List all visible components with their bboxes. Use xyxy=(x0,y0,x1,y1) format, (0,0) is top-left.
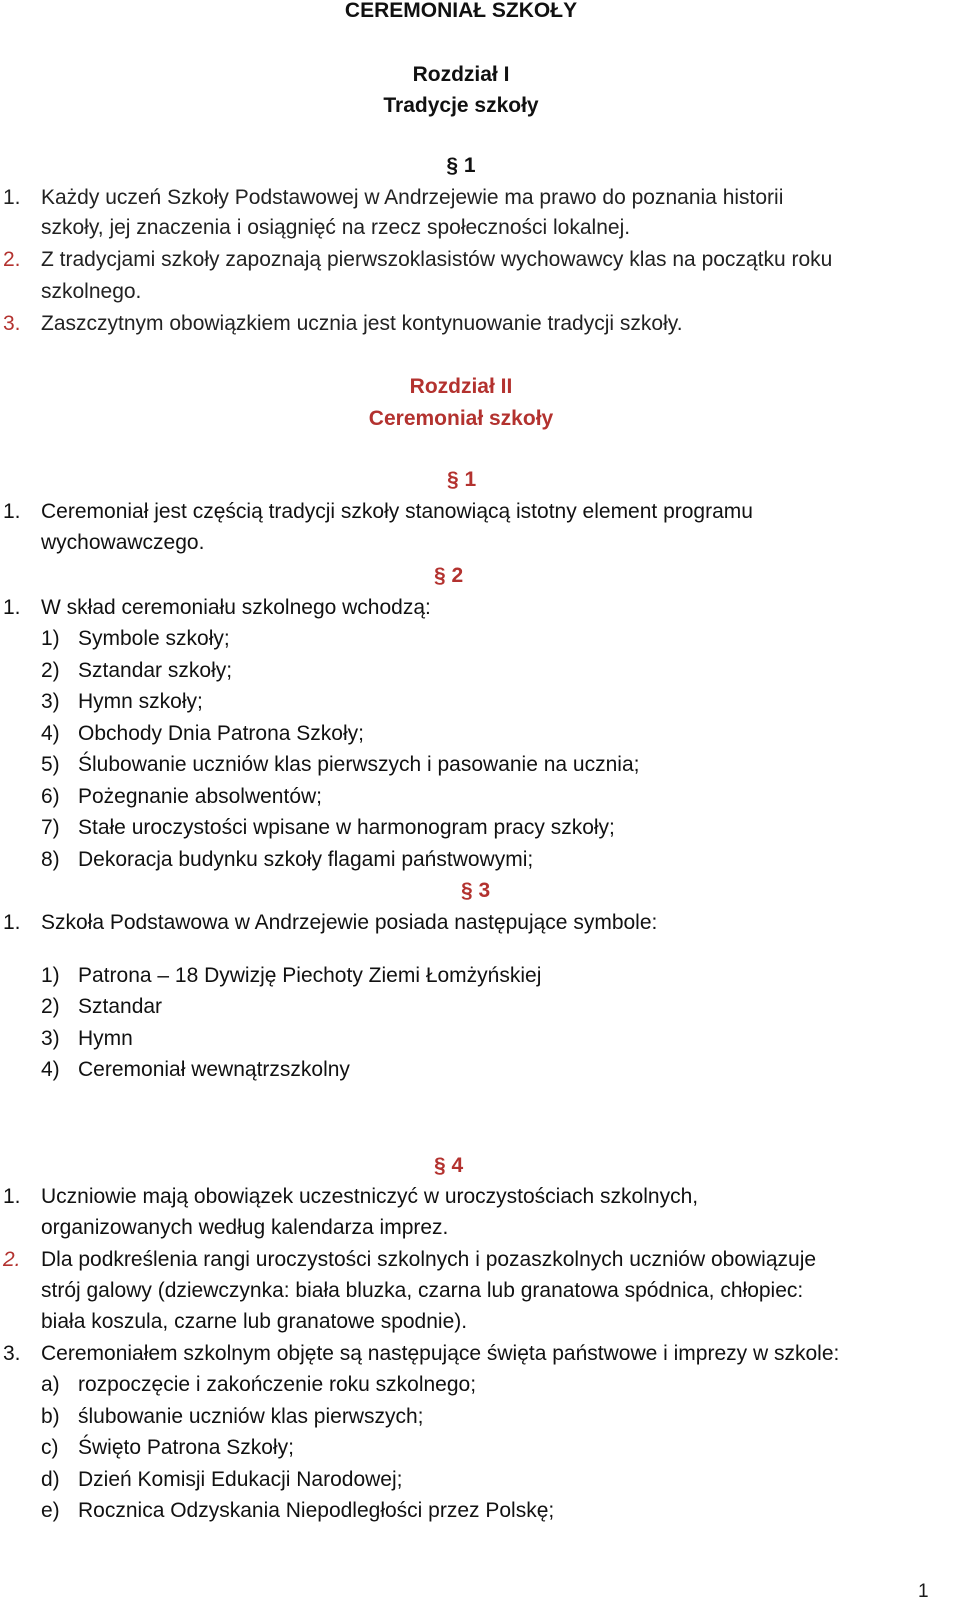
sub-item-text: Hymn szkoły; xyxy=(78,690,203,713)
list-item xyxy=(0,1183,940,1211)
list-item xyxy=(0,1246,940,1274)
item-text-line: Szkoła Podstawowa w Andrzejewie posiada następujące symbole: xyxy=(41,911,658,934)
sub-list-item xyxy=(0,625,940,653)
chapter-1-heading: Rozdział I xyxy=(412,63,510,86)
item-number: 2. xyxy=(3,1248,21,1271)
sub-item-number: a) xyxy=(41,1373,60,1396)
list-item-continuation xyxy=(0,1308,940,1336)
item-number: 3. xyxy=(3,1342,21,1365)
list-item-continuation xyxy=(0,214,940,242)
item-number: 2. xyxy=(3,248,21,271)
sub-list-item xyxy=(0,1497,940,1525)
item-text-line: Z tradycjami szkoły zapoznają pierwszoklasistów wychowawcy klas na początku roku xyxy=(41,248,833,271)
sub-item-number: 7) xyxy=(41,816,60,839)
sub-item-text: Stałe uroczystości wpisane w harmonogram pracy szkoły; xyxy=(78,816,615,839)
sub-item-number: 1) xyxy=(41,627,60,650)
list-item-continuation xyxy=(0,529,940,557)
sub-item-text: Ślubowanie uczniów klas pierwszych i pasowanie na ucznia; xyxy=(78,753,640,776)
sub-list-item xyxy=(0,688,940,716)
sub-item-text: Pożegnanie absolwentów; xyxy=(78,785,323,808)
sub-list-item xyxy=(0,993,940,1021)
item-text-line: organizowanych według kalendarza imprez. xyxy=(41,1216,449,1239)
sub-list-item xyxy=(0,846,940,874)
item-number: 1. xyxy=(3,186,21,209)
sub-list-item xyxy=(0,720,940,748)
sub-list-item xyxy=(0,1371,940,1399)
sub-item-text: Rocznica Odzyskania Niepodległości przez Polskę; xyxy=(78,1499,555,1522)
sub-item-number: 8) xyxy=(41,848,60,871)
sub-item-number: 4) xyxy=(41,1058,60,1081)
item-number: 1. xyxy=(3,500,21,523)
list-item xyxy=(0,1340,940,1368)
item-text-line: Zaszczytnym obowiązkiem ucznia jest kontynuowanie tradycji szkoły. xyxy=(41,312,683,335)
sub-list-item xyxy=(0,1466,940,1494)
item-text-line: Każdy uczeń Szkoły Podstawowej w Andrzejewie ma prawo do poznania historii xyxy=(41,186,784,209)
sub-list-item xyxy=(0,1403,940,1431)
list-item xyxy=(0,310,940,338)
sub-list-item xyxy=(0,814,940,842)
sub-item-number: 2) xyxy=(41,659,60,682)
sub-item-number: d) xyxy=(41,1468,60,1491)
document-title: CEREMONIAŁ SZKOŁY xyxy=(344,0,578,22)
sub-list-item xyxy=(0,1025,940,1053)
item-text-line: strój galowy (dziewczynka: biała bluzka, czarna lub granatowa spódnica, chłopiec: xyxy=(41,1279,804,1302)
item-number: 1. xyxy=(3,1185,21,1208)
sub-list-item xyxy=(0,657,940,685)
sub-item-text: Hymn xyxy=(78,1027,133,1050)
item-number: 1. xyxy=(3,911,21,934)
item-text-line: Uczniowie mają obowiązek uczestniczyć w uroczystościach szkolnych, xyxy=(41,1185,699,1208)
sub-item-text: Patrona – 18 Dywizję Piechoty Ziemi Łomżyńskiej xyxy=(78,964,542,987)
chapter-2-subheading: Ceremoniał szkoły xyxy=(368,407,554,430)
sub-item-text: Dzień Komisji Edukacji Narodowej; xyxy=(78,1468,403,1491)
sub-item-number: b) xyxy=(41,1405,60,1428)
sub-item-text: ślubowanie uczniów klas pierwszych; xyxy=(78,1405,424,1428)
list-item xyxy=(0,184,940,212)
sub-list-item xyxy=(0,1056,940,1084)
sub-item-text: rozpoczęcie i zakończenie roku szkolnego; xyxy=(78,1373,477,1396)
sub-item-text: Sztandar xyxy=(78,995,163,1018)
item-text-line: szkoły, jej znaczenia i osiągnięć na rzecz społeczności lokalnej. xyxy=(41,216,631,239)
sub-list-item xyxy=(0,1434,940,1462)
chapter-1-section-1-mark: § 1 xyxy=(446,154,476,177)
item-text-line: wychowawczego. xyxy=(41,531,205,554)
chapter-2-section-2-mark: § 2 xyxy=(434,564,464,587)
sub-item-number: e) xyxy=(41,1499,60,1522)
item-text-line: szkolnego. xyxy=(41,280,142,303)
chapter-2-section-4-mark: § 4 xyxy=(434,1154,464,1177)
list-item xyxy=(0,594,940,622)
sub-item-text: Sztandar szkoły; xyxy=(78,659,233,682)
sub-item-text: Obchody Dnia Patrona Szkoły; xyxy=(78,722,364,745)
item-text-line: Dla podkreślenia rangi uroczystości szkolnych i pozaszkolnych uczniów obowiązuje xyxy=(41,1248,817,1271)
sub-item-text: Ceremoniał wewnątrzszkolny xyxy=(78,1058,350,1081)
chapter-2-section-1-mark: § 1 xyxy=(447,468,477,491)
item-text-line: Ceremoniałem szkolnym objęte są następujące święta państwowe i imprezy w szkole: xyxy=(41,1342,840,1365)
sub-item-number: 3) xyxy=(41,1027,60,1050)
list-item xyxy=(0,498,940,526)
chapter-1-subheading: Tradycje szkoły xyxy=(383,94,539,117)
sub-item-number: 3) xyxy=(41,690,60,713)
item-text-line: W skład ceremoniału szkolnego wchodzą: xyxy=(41,596,431,619)
sub-item-text: Symbole szkoły; xyxy=(78,627,230,650)
sub-item-number: 1) xyxy=(41,964,60,987)
sub-item-number: 2) xyxy=(41,995,60,1018)
item-text-line: Ceremoniał jest częścią tradycji szkoły stanowiącą istotny element programu xyxy=(41,500,753,523)
list-item xyxy=(0,909,940,937)
sub-item-number: 5) xyxy=(41,753,60,776)
list-item-continuation xyxy=(0,1214,940,1242)
item-text-line: biała koszula, czarne lub granatowe spodnie). xyxy=(41,1310,468,1333)
sub-list-item xyxy=(0,962,940,990)
page-number: 1 xyxy=(918,1581,929,1602)
sub-list-item xyxy=(0,783,940,811)
sub-item-number: 4) xyxy=(41,722,60,745)
list-item xyxy=(0,246,940,274)
sub-item-text: Święto Patrona Szkoły; xyxy=(78,1436,294,1459)
sub-item-number: c) xyxy=(41,1436,59,1459)
sub-item-text: Dekoracja budynku szkoły flagami państwowymi; xyxy=(78,848,534,871)
item-number: 1. xyxy=(3,596,21,619)
list-item-continuation xyxy=(0,1277,940,1305)
list-item-continuation xyxy=(0,278,940,306)
sub-item-number: 6) xyxy=(41,785,60,808)
sub-list-item xyxy=(0,751,940,779)
chapter-2-heading: Rozdział II xyxy=(409,375,513,398)
item-number: 3. xyxy=(3,312,21,335)
chapter-2-section-3-mark: § 3 xyxy=(461,879,491,902)
